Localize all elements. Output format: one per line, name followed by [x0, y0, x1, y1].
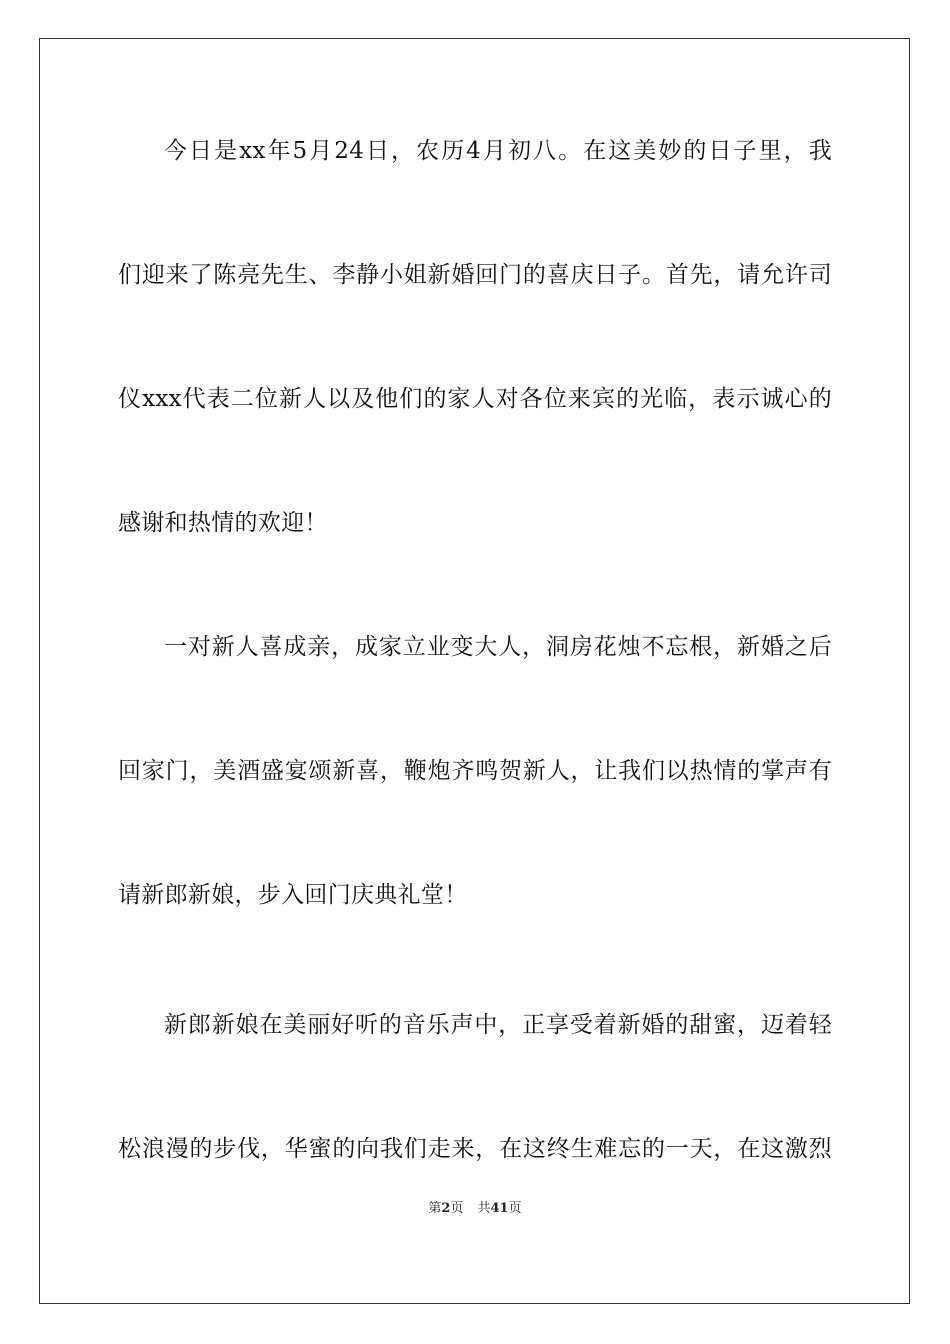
total-prefix: 共: [477, 1201, 491, 1216]
page-number: 2: [441, 1201, 451, 1216]
paragraph-1-line-4: 感谢和热情的欢迎！: [118, 510, 328, 536]
page-prefix: 第: [428, 1201, 442, 1216]
paragraph-1-line-3: 仪xxx代表二位新人以及他们的家人对各位来宾的光临，表示诚心的: [118, 386, 832, 412]
paragraph-2-line-2: 回家门，美酒盛宴颂新喜，鞭炮齐鸣贺新人，让我们以热情的掌声有: [118, 758, 832, 784]
total-pages: 41: [490, 1201, 509, 1216]
paragraph-1-line-2: 们迎来了陈亮先生、李静小姐新婚回门的喜庆日子。首先，请允许司: [118, 262, 832, 288]
paragraph-2-line-3: 请新郎新娘，步入回门庆典礼堂！: [118, 882, 468, 908]
page-footer: [0, 1197, 950, 1216]
page-suffix: 页: [450, 1201, 464, 1216]
page-frame: [39, 38, 910, 1304]
paragraph-3-line-2: 松浪漫的步伐，华蜜的向我们走来，在这终生难忘的一天，在这激烈: [118, 1136, 832, 1162]
paragraph-3-line-1: 新郎新娘在美丽好听的音乐声中，正享受着新婚的甜蜜，迈着轻: [164, 1012, 832, 1038]
total-suffix: 页: [508, 1201, 522, 1216]
paragraph-2-line-1: 一对新人喜成亲，成家立业变大人，洞房花烛不忘根，新婚之后: [164, 634, 832, 660]
paragraph-1-line-1: 今日是xx年5月24日，农历4月初八。在这美妙的日子里，我: [164, 138, 832, 164]
